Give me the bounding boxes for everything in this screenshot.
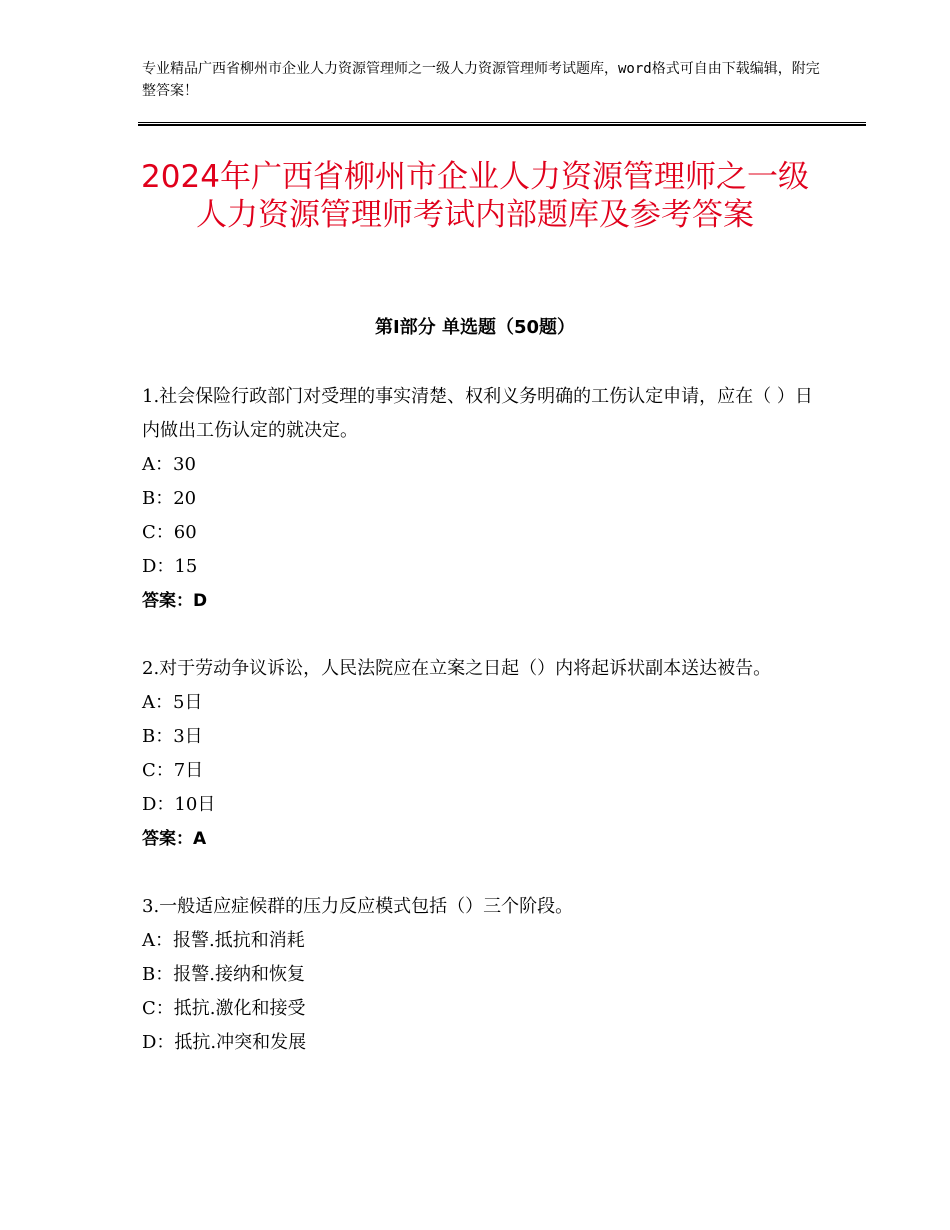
question-stem: 2.对于劳动争议诉讼，人民法院应在立案之日起（）内将起诉状副本送达被告。 [142,658,772,679]
answer: 答案：A [142,829,207,849]
section-title: 第Ⅰ部分 单选题（50题） [374,317,575,338]
option-d: D：10日 [142,794,216,815]
question-stem: 3.一般适应症候群的压力反应模式包括（）三个阶段。 [142,896,574,917]
option-d: D：抵抗.冲突和发展 [142,1032,307,1053]
document-title: 2024年广西省柳州市企业人力资源管理师之一级人力资源管理师考试内部题库及参考答案 [141,159,809,233]
question-3 [142,890,822,1060]
question-list [142,380,822,1094]
header-text: 专业精品广西省柳州市企业人力资源管理师之一级人力资源管理师考试题库，word格式可自由下载编辑，附完整答案！ [142,61,820,99]
option-b: B：3日 [142,726,203,747]
option-b: B：报警.接纳和恢复 [142,964,305,985]
option-b: B：20 [142,488,197,509]
page-header [142,58,832,102]
question-2 [142,652,822,856]
header-divider [138,122,866,126]
option-a: A：30 [142,454,196,475]
option-d: D：15 [142,556,198,577]
option-c: C：7日 [142,760,204,781]
option-c: C：抵抗.激化和接受 [142,998,306,1019]
question-stem: 1.社会保险行政部门对受理的事实清楚、权利义务明确的工伤认定申请，应在（ ）日内做出工伤认定的就决定。 [142,386,813,441]
option-c: C：60 [142,522,197,543]
question-1 [142,380,822,618]
option-a: A：5日 [142,692,203,713]
option-a: A：报警.抵抗和消耗 [142,930,305,951]
answer: 答案：D [142,591,208,611]
